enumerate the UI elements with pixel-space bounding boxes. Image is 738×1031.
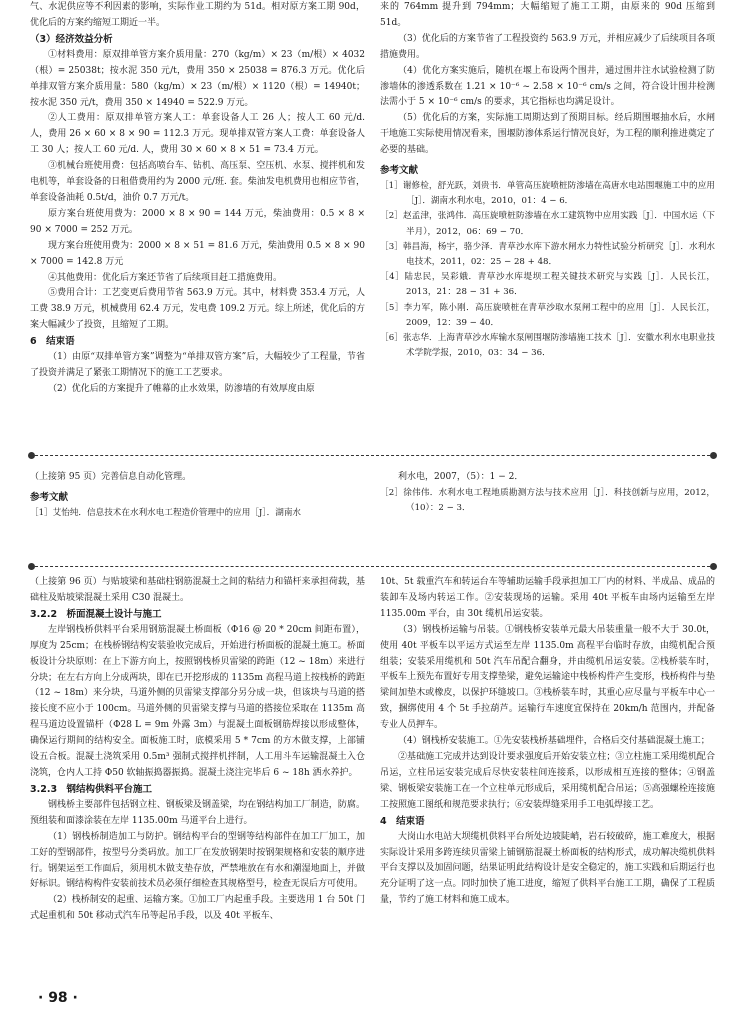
reference-entry: ［1］谢修检，舒光跃，刘贵书．单管高压旋喷桩防渗墙在高唐水电站围堰施工中的应用［J］．湖南水利水电，2010，01：4 − 6． [380,181,715,207]
divider-dot [28,452,35,459]
section-heading: 4 结束语 [380,815,425,827]
paragraph: （3）优化后的方案节省了工程投资约 563.9 万元，并相应减少了后续项目各项措施费用。 [380,33,715,60]
paragraph: 现方案台班使用费为：2000 × 8 × 51 = 81.6 万元，柴油费用 0.5 × 8 × 90 × 7000 = 142.8 万元 [30,240,365,267]
paragraph: （上接第 96 页）与贴坡梁和基础柱钢筋混凝土之间的粘结力和锚杆来承担荷载，基础柱及贴坡梁混凝土采用 C30 混凝土。 [30,577,365,603]
paragraph: （4）钢栈桥安装施工。①先安装栈桥基础埋件，合格后交付基础混凝土施工； [398,736,710,747]
continued-fragment-section [30,470,715,570]
section-heading: 6 结束语 [30,336,75,348]
right-column [380,0,715,425]
paragraph: ①材料费用：原双排单管方案介质用量：270（kg/m）× 23（m/根）× 4032（根）= 25038t；按水泥 350 元/t，费用 350 × 25038 = 876.3 万元。优化后单排双管方案介质用量：580（kg/m）× 23（m/根）× 1120（根）= 14940t；按水泥 350 元/t，费用 350 × 14940 = 522.9 万元。 [30,49,365,108]
paragraph: （3）钢栈桥运输与吊装。①钢栈桥安装单元最大吊装重量一般不大于 30.0t，使用 40t 平板车以平运方式运至左岸 1135.0m 高程平台临时存放，由缆机配合预组装；安装采用缆机和 50t 汽车吊配合翻身，并由缆机吊运安装。②栈桥装车时，平板车上预先布置好专用支撑垫梁，避免运输途中栈桥构件产生变形，栈桥构件与垫梁间加垫木或橡皮，以保护环缝坡口。③栈桥装车时，其重心应尽量与平板车中心一致，捆绑使用 4 个 5t 手拉葫芦。运输行车速度宜保持在 20km/h 范围内，并配备专业人员押车。 [380,624,715,731]
paragraph: ⑤费用合计：工艺变更后费用节省 563.9 万元。其中，材料费 353.4 万元，人工费 38.9 万元，机械费用 62.4 万元，发电费 109.2 万元。综上所述，优化后的方案大幅减少了投资，且缩短了工期。 [30,288,366,331]
page-number: · 98 · [38,990,78,1006]
paragraph: （5）优化后的方案，实际施工周期达到了预期目标。经后期围堰抽水后，水闸干地施工实际使用情况看来，围堰防渗体系运行情况良好，为工程的顺利推进奠定了必要的基础。 [380,113,715,156]
paragraph: （1）由原“双排单管方案”调整为“单排双管方案”后，大幅较少了工程量，节省了投资并满足了紧张工期情况下的施工工艺要求。 [30,352,365,379]
paragraph: 大岗山水电站大坝缆机供料平台所处边坡陡峭，岩石较破碎，施工难度大，根据实际设计采用多跨连续贝雷梁上铺钢筋混凝土桥面板的结构形式，成功解决缆机供料平台支撑以及加固问题，结果证明此结构设计是安全稳定的，施工实践和后期运行也充分证明了这一点。同时加快了施工进度，缩短了供料平台施工工期，确保了工程质量，节约了施工材料和施工成本。 [380,831,715,906]
left-column [30,0,365,425]
paragraph: 来的 764mm 提升到 794mm；大幅缩短了施工工期，由原来的 90d 压缩到 51d。 [380,2,715,28]
divider-dot [710,563,717,570]
right-column [380,470,715,570]
section-heading: （3）经济效益分析 [30,33,113,45]
right-column [380,575,715,975]
paragraph: 利水电，2007，（5）：1 − 2． [398,472,524,482]
paragraph: 气、水泥供应等不利因素的影响，实际作业工期约为 51d。相对原方案工期 90d，优化后的方案约缩短工期近一半。 [30,2,365,28]
section-heading: 3.2.2 桥面混凝土设计与施工 [30,608,162,620]
section-divider [30,566,715,567]
reference-entry: ［2］赵孟津，张鸿伟．高压旋喷桩防渗墙在水工建筑物中应用实践［J］．中国水运（下半月），2012，06：69 − 70． [380,211,715,237]
reference-entry: ［3］韩昌海，杨宇，骆少泽．青草沙水库下游水闸水力特性试验分析研究［J］．水利水电技术，2011，02：25 − 28 + 48． [380,241,715,268]
paragraph: （2）栈桥制安的起重、运输方案。①加工厂内起重手段。主要选用 1 台 50t 门式起重机和 50t 移动式汽车吊等起吊手段，以及 40t 平板车、 [30,895,365,922]
paragraph: （4）优化方案实施后，随机在堰上布设两个围井，通过围井注水试验检测了防渗墙体的渗透系数在 1.21 × 10⁻⁶ ~ 2.58 × 10⁻⁶ cm/s 之间，符合设计围井检测法需小于 5 × 10⁻⁶ cm/s 的要求，其它指标也均满足设计。 [380,65,715,108]
paragraph: （上接第 95 页）完善信息自动化管理。 [30,472,192,482]
paragraph: ③机械台班使用费：包括高喷台车、钻机、高压泵、空压机、水泵、搅拌机和发电机等，单套设备的日租借费用约为 2000 元/班. 套。柴油发电机费用也相应节省，单套设备油耗 0.5t/d，油价 0.7 万元/t。 [30,161,365,203]
paragraph: （2）优化后的方案提升了帷幕的止水效果，防渗墙的有效厚度由原 [48,383,315,394]
paragraph: ②基础施工完成并达到设计要求强度后开始安装立柱；③立柱施工采用缆机配合吊运，立柱吊运安装完成后尽快安装柱间连接系，以形成相互连接的整体；④钢盖梁、钢板梁安装施工在一个立柱单元形成后，采用缆机配合吊运；⑤高强螺栓连接施工按照施工图纸和规范要求执行；⑥安装焊缝采用手工电弧焊接工艺。 [380,751,715,810]
paragraph: 左岸钢栈桥供料平台采用钢筋混凝土桥面板（Φ16 @ 20 * 20cm 间距布置），厚度为 25cm；在栈桥钢结构安装验收完成后，开始进行桥面板的混凝土施工。桥面板设计分块原则：在上下游方向上，按照钢栈桥贝雷梁的跨距（12 ~ 18m）来进行分块；在左右方向上分成两块，即在已开挖形成的 1135m 高程马道上按栈桥的跨距（12 ~ 18m）来分块，马道外侧的贝雷梁支撑部分另分成一块，但该块与马道的搭接长度不应小于 100cm。马道外侧的贝雷梁支撑与马道的搭接位采取在 1135m 高程马道边设置锚杆（Φ28 L = 9m 外露 3m）与混凝土面板钢筋焊接以形成整体，确保运行期间的结构安全。面板施工时，底模采用 5 * 7cm 的方木做支撑，上部铺设五合板。混凝土浇筑采用 0.5m³ 强制式搅拌机拌制，人工用斗车运输混凝土入仓浇筑，仓内人工持 Φ50 软轴振捣器振捣。混凝土浇注完毕后 6 ~ 18h 洒水养护。 [30,624,365,778]
article-ending-section [30,0,715,425]
section-heading: 参考文献 [380,165,419,177]
reference-entry: ［5］李力军，陈小刚．高压旋喷桩在青草沙取水泵闸工程中的应用［J］．人民长江，2009，12：39 − 40． [380,302,715,328]
paragraph: 原方案台班使用费为：2000 × 8 × 90 = 144 万元，柴油费用：0.5 × 8 × 90 × 7000 = 252 万元。 [30,208,365,235]
paragraph: 钢栈桥主要部件包括钢立柱、钢板梁及钢盖梁，均在钢结构加工厂制造，防腐。预组装和面漆涂装在左岸 1135.00m 马道平台上进行。 [30,799,365,826]
paragraph: （1）钢栈桥制造加工与防护。钢结构平台的型钢等结构部件在加工厂加工，加工好的型钢部件，按型号分类码放。加工厂在发放钢架时按钢架规格和安装的顺序进行。钢架运至工作面后，须用机木做支垫存放，严禁堆放在有水和潮湿地面上，并做好标识。钢结构构件安装前技术员必须仔细检查其规格型号，检查无误后方可使用。 [30,831,365,890]
left-column [30,575,365,975]
journal-page [30,0,715,1031]
reference-entry: ［6］张志华．上海青草沙水库输水泵闸围堰防渗墙施工技术［J］．安徽水利水电职业技术学院学报，2010，03：34 − 36． [380,333,715,359]
paragraph: ②人工费用：原双排单管方案人工：单套设备人工 26 人；按人工 60 元/d. 人，费用 26 × 60 × 8 × 90 = 112.3 万元。现单排双管方案人工费：单套设备人工 30 人；按人工 60 元/d. 人，费用 30 × 60 × 8 × 51 = 73.4 万元。 [30,113,365,156]
reference-entry: ［1］艾怡纯．信息技术在水利水电工程造价管理中的应用［J］．湖南水 [30,507,302,518]
paragraph: 10t、5t 载重汽车和转运台车等辅助运输手段承担加工厂内的材料、半成品、成品的装卸车及场内转运工作。②安装现场的运输。采用 40t 平板车由场内运输至左岸 1135.00m 平台，由 30t 缆机吊运安装。 [380,577,715,619]
section-heading: 3.2.3 钢结构供料平台施工 [30,783,153,795]
section-divider [30,455,715,456]
divider-dot [28,563,35,570]
divider-dot [710,452,717,459]
section-heading: 参考文献 [30,491,69,503]
left-column [30,470,365,570]
bridge-construction-section [30,575,715,975]
reference-entry: ［4］陆忠民，吴彩娥．青草沙水库堤坝工程关键技术研究与实践［J］．人民长江，2013，21：28 − 31 + 36． [380,272,715,298]
paragraph: ④其他费用：优化后方案还节省了后续项目赶工措施费用。 [48,272,283,283]
reference-entry: ［2］徐伟伟．水利水电工程地质勘测方法与技术应用［J］．科技创新与应用，2012，（10）：2 − 3． [380,487,715,514]
